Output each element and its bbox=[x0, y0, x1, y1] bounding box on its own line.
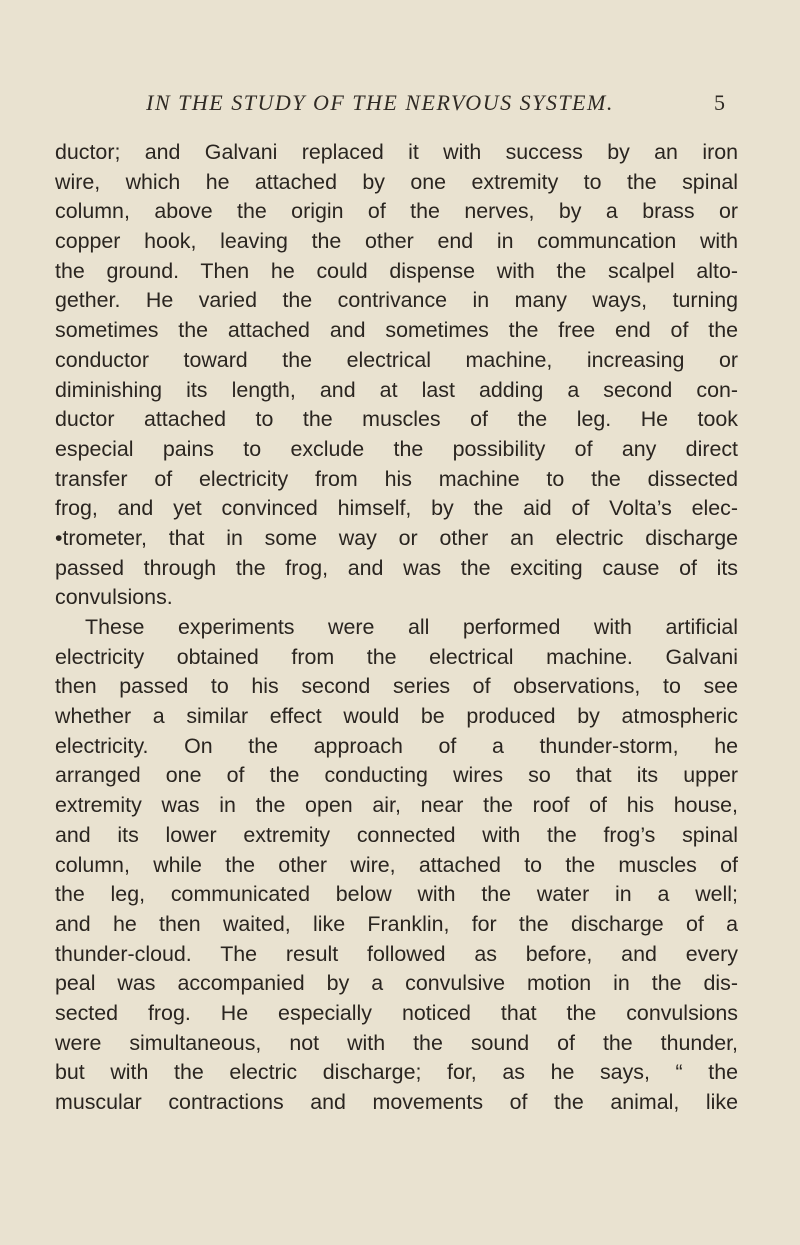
text-line: were simultaneous, not with the sound of the thunder, bbox=[55, 1030, 738, 1055]
body-text bbox=[55, 138, 738, 1118]
text-line: electricity obtained from the electrical machine. Galvani bbox=[55, 644, 738, 669]
text-line: frog, and yet convinced himself, by the aid of Volta’s elec- bbox=[55, 496, 738, 521]
text-line: diminishing its length, and at last adding a second con- bbox=[55, 377, 738, 402]
text-line: transfer of electricity from his machine to the dissected bbox=[55, 466, 738, 491]
text-line: arranged one of the conducting wires so that its upper bbox=[55, 763, 738, 788]
text-line: conductor toward the electrical machine, increasing or bbox=[55, 347, 738, 372]
paragraph-start-line: These experiments were all performed with artificial bbox=[85, 615, 738, 639]
text-line: sometimes the attached and sometimes the free end of the bbox=[55, 318, 738, 343]
paragraph-end-line: convulsions. bbox=[55, 585, 173, 610]
text-line: then passed to his second series of observations, to see bbox=[55, 674, 738, 699]
text-line: the ground. Then he could dispense with the scalpel alto- bbox=[55, 258, 738, 283]
text-line: •trometer, that in some way or other an electric discharge bbox=[55, 525, 738, 550]
text-line: whether a similar effect would be produced by atmospheric bbox=[55, 704, 738, 729]
page-number: 5 bbox=[714, 90, 725, 115]
text-line: electricity. On the approach of a thunder-storm, he bbox=[55, 733, 738, 758]
text-line: gether. He varied the contrivance in many ways, turning bbox=[55, 288, 738, 313]
text-line: extremity was in the open air, near the roof of his house, bbox=[55, 793, 738, 818]
text-line: especial pains to exclude the possibility of any direct bbox=[55, 436, 738, 461]
text-line: sected frog. He especially noticed that the convulsions bbox=[55, 1000, 738, 1025]
text-line: column, while the other wire, attached to the muscles of bbox=[55, 852, 738, 877]
text-line: thunder-cloud. The result followed as before, and every bbox=[55, 941, 738, 966]
text-line: the leg, communicated below with the water in a well; bbox=[55, 882, 738, 907]
text-line: ductor; and Galvani replaced it with success by an iron bbox=[55, 140, 738, 164]
text-line: column, above the origin of the nerves, by a brass or bbox=[55, 199, 738, 224]
text-line: and its lower extremity connected with the frog’s spinal bbox=[55, 822, 738, 847]
text-line: peal was accompanied by a convulsive motion in the dis- bbox=[55, 971, 738, 996]
text-line: and he then waited, like Franklin, for the discharge of a bbox=[55, 911, 738, 936]
text-line: muscular contractions and movements of the animal, like bbox=[55, 1090, 738, 1114]
running-head: IN THE STUDY OF THE NERVOUS SYSTEM. bbox=[146, 90, 614, 115]
text-line: copper hook, leaving the other end in communcation with bbox=[55, 229, 738, 254]
text-line: but with the electric discharge; for, as he says, “ the bbox=[55, 1060, 738, 1085]
text-line: ductor attached to the muscles of the leg. He took bbox=[55, 407, 738, 432]
text-line: passed through the frog, and was the exciting cause of its bbox=[55, 555, 738, 580]
text-line: wire, which he attached by one extremity to the spinal bbox=[55, 169, 738, 194]
